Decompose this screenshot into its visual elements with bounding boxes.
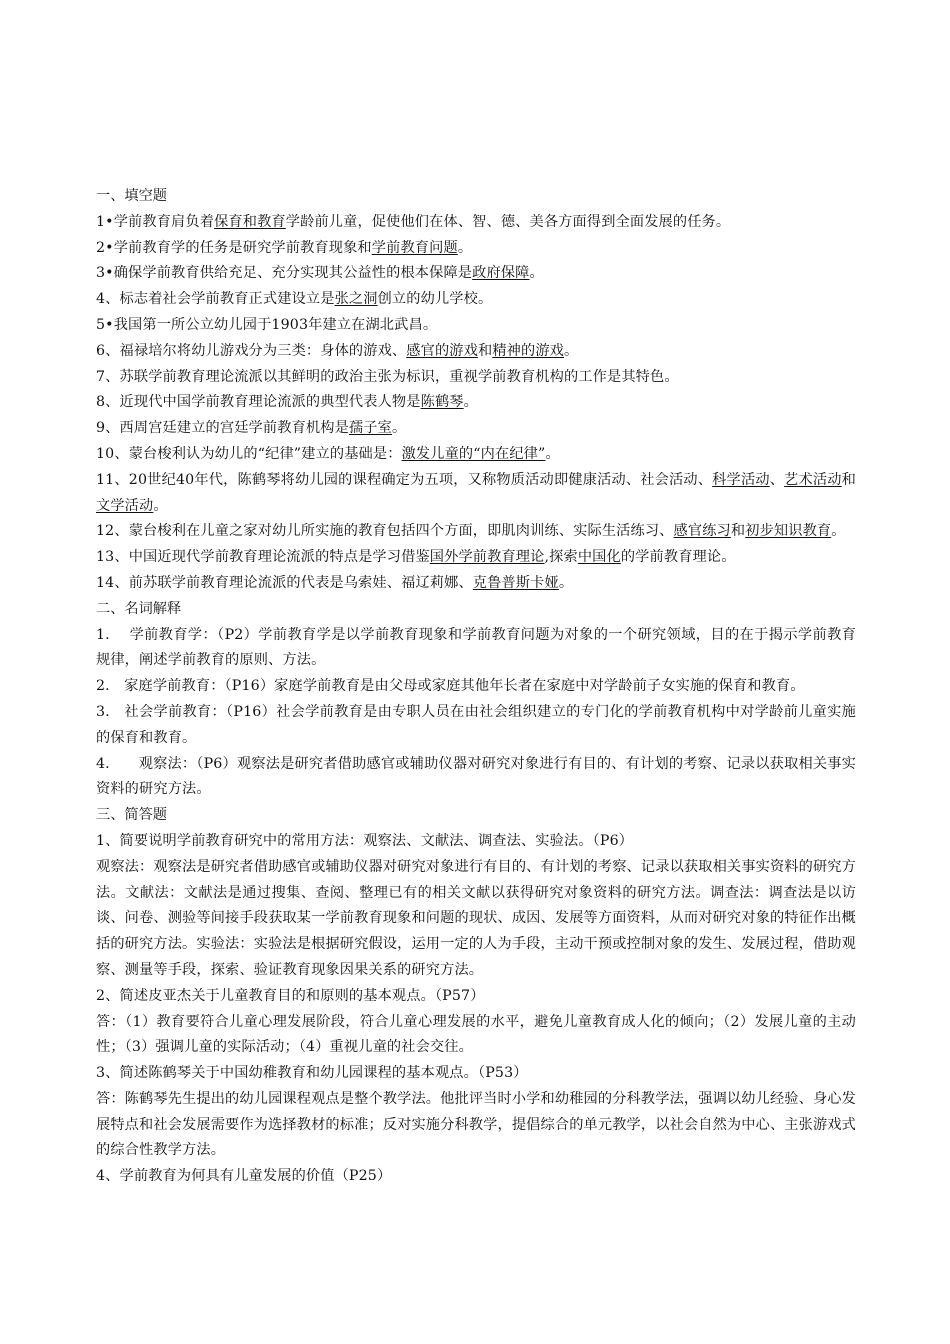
fill-item-3	[96, 261, 856, 287]
answer-underlined: 激发儿童的“内在纪律”	[401, 445, 546, 462]
answer-underlined: 艺术活动	[784, 471, 842, 488]
text: 学龄前儿童，促使他们在体、智、德、美各方面得到全面发展的任务。	[285, 213, 731, 230]
answer-underlined: 感官练习	[673, 523, 731, 540]
text: 5•我国第一所公立幼儿园于1903年建立在湖北武昌。	[96, 316, 438, 333]
question-4: 4、学前教育为何具有儿童发展的价值（P25）	[96, 1168, 392, 1185]
answer-underlined: 科学活动	[712, 471, 770, 488]
text: 7、苏联学前教育理论流派以其鲜明的政治主张为标识，重视学前教育机构的工作是其特色。	[96, 368, 679, 385]
document-page	[96, 184, 856, 1190]
fill-item-1	[96, 210, 856, 236]
text: 和	[730, 523, 746, 540]
answer-underlined: 克鲁普斯卡娅	[472, 574, 559, 591]
text: 。	[153, 497, 168, 514]
text: 的学前教育理论。	[620, 549, 736, 566]
section1-title: 一、填空题	[96, 188, 167, 204]
section3-title: 三、简答题	[96, 807, 167, 824]
answer-underlined: 张之洞	[334, 291, 378, 308]
answer-underlined: 陈鹤琴	[420, 394, 464, 411]
text: 。	[529, 265, 544, 282]
text: 。	[564, 342, 579, 359]
answer-1: 观察法：观察法是研究者借助感官或辅助仪器对研究对象进行有目的、有计划的考察、记录以获取相关事实资料的研究方法。文献法：文献法是通过搜集、查阅、整理已有的相关文献以获得研究对象资料的研究方法。调查法：调查法是以访谈、问卷、测验等间接手段获取某一学前教育现象和问题的现状、成因、发展等方面资料，从而对研究对象的特征作出概括的研究方法。实验法：实验法是根据研究假设，运用一定的人为手段，主动干预或控制对象的发生、发展过程，借助观察、测量等手段，探索、验证教育现象因果关系的研究方法。	[96, 858, 856, 978]
text: ,探索	[544, 549, 578, 566]
text: 。	[545, 445, 560, 462]
text: 和	[841, 471, 856, 488]
answer-underlined: 保育和教育	[214, 213, 286, 230]
text: 。	[391, 420, 407, 437]
text: 11、20世纪40年代，陈鹤琴将幼儿园的课程确定为五项，又称物质活动即健康活动、社会活动、	[96, 471, 713, 488]
text: 和	[477, 342, 493, 359]
fill-item-9	[96, 416, 856, 442]
text: 10、蒙台梭利认为幼儿的“纪律”建立的基础是：	[96, 445, 402, 462]
answer-underlined: 学前教育问题	[371, 239, 458, 256]
fill-item-6	[96, 339, 856, 365]
fill-item-10	[96, 442, 856, 468]
text: 12、蒙台梭利在儿童之家对幼儿所实施的教育包括四个方面，即肌肉训练、实际生活练习、	[96, 523, 674, 540]
answer-underlined: 精神的游戏	[492, 342, 565, 359]
answer-underlined: 文学活动	[96, 497, 154, 514]
fill-item-12	[96, 519, 856, 545]
text: 13、中国近现代学前教育理论流派的特点是学习借鉴	[96, 549, 430, 566]
section2-title: 二、名词解释	[96, 600, 182, 617]
fill-item-7	[96, 365, 856, 391]
question-1: 1、简要说明学前教育研究中的常用方法：观察法、文献法、调查法、实验法。（P6）	[96, 832, 634, 849]
term-definition-1: 1. 学前教育学：（P2）学前教育学是以学前教育现象和学前教育问题为对象的一个研究领域，目的在于揭示学前教育规律，阐述学前教育的原则、方法。	[96, 626, 856, 669]
term-definition-2: 2. 家庭学前教育：（P16）家庭学前教育是由父母或家庭其他年长者在家庭中对学龄前子女实施的保育和教育。	[96, 678, 805, 695]
fill-item-11	[96, 468, 856, 520]
term-definition-4: 4. 观察法：（P6）观察法是研究者借助感官或辅助仪器对研究对象进行有目的、有计划的考察、记录以获取相关事实资料的研究方法。	[96, 755, 856, 798]
text: 6、福禄培尔将幼儿游戏分为三类：身体的游戏、	[96, 342, 407, 359]
fill-item-2	[96, 236, 856, 262]
fill-item-13	[96, 545, 856, 571]
text: 。	[558, 574, 574, 591]
answer-underlined: 孺子室	[348, 420, 392, 437]
answer-underlined: 中国化	[577, 549, 621, 566]
fill-item-4	[96, 287, 856, 313]
text: 、	[769, 471, 785, 488]
answer-3: 答：陈鹤琴先生提出的幼儿园课程观点是整个教学法。他批评当时小学和幼稚园的分科教学法，强调以幼儿经验、身心发展特点和社会发展需要作为选择教材的标准；反对实施分科教学，提倡综合的单元教学，以社会自然为中心、主张游戏式的综合性教学方法。	[96, 1090, 856, 1159]
fill-item-14	[96, 571, 856, 597]
fill-item-8	[96, 390, 856, 416]
answer-2: 答：（1）教育要符合儿童心理发展阶段，符合儿童心理发展的水平，避免儿童教育成人化的倾向；（2）发展儿童的主动性；（3）强调儿童的实际活动；（4）重视儿童的社会交往。	[96, 1013, 856, 1056]
answer-underlined: 国外学前教育理论	[429, 549, 545, 566]
text: 。	[831, 523, 846, 540]
answer-underlined: 政府保障	[472, 265, 530, 282]
answer-underlined: 初步知识教育	[745, 523, 832, 540]
question-2: 2、简述皮亚杰关于儿童教育目的和原则的基本观点。（P57）	[96, 987, 485, 1004]
text: 2•学前教育学的任务是研究学前教育现象和	[96, 239, 372, 256]
text: 创立的幼儿学校。	[377, 291, 493, 308]
text: 4、标志着社会学前教育正式建设立是	[96, 291, 335, 308]
text: 8、近现代中国学前教育理论流派的典型代表人物是	[96, 394, 421, 411]
fill-item-5	[96, 313, 856, 339]
text: 1•学前教育肩负着	[96, 213, 215, 230]
term-definition-3: 3. 社会学前教育：（P16）社会学前教育是由专职人员在由社会组织建立的专门化的学前教育机构中对学龄前儿童实施的保育和教育。	[96, 703, 856, 746]
text: 14、前苏联学前教育理论流派的代表是乌索娃、福辽莉娜、	[96, 574, 473, 591]
question-3: 3、简述陈鹤琴关于中国幼稚教育和幼儿园课程的基本观点。（P53）	[96, 1065, 528, 1082]
text: 。	[463, 394, 478, 411]
text: 9、西周宫廷建立的宫廷学前教育机构是	[96, 420, 349, 437]
answer-underlined: 感官的游戏	[406, 342, 478, 359]
text: 。	[457, 239, 473, 256]
text: 3•确保学前教育供给充足、充分实现其公益性的根本保障是	[96, 265, 473, 282]
